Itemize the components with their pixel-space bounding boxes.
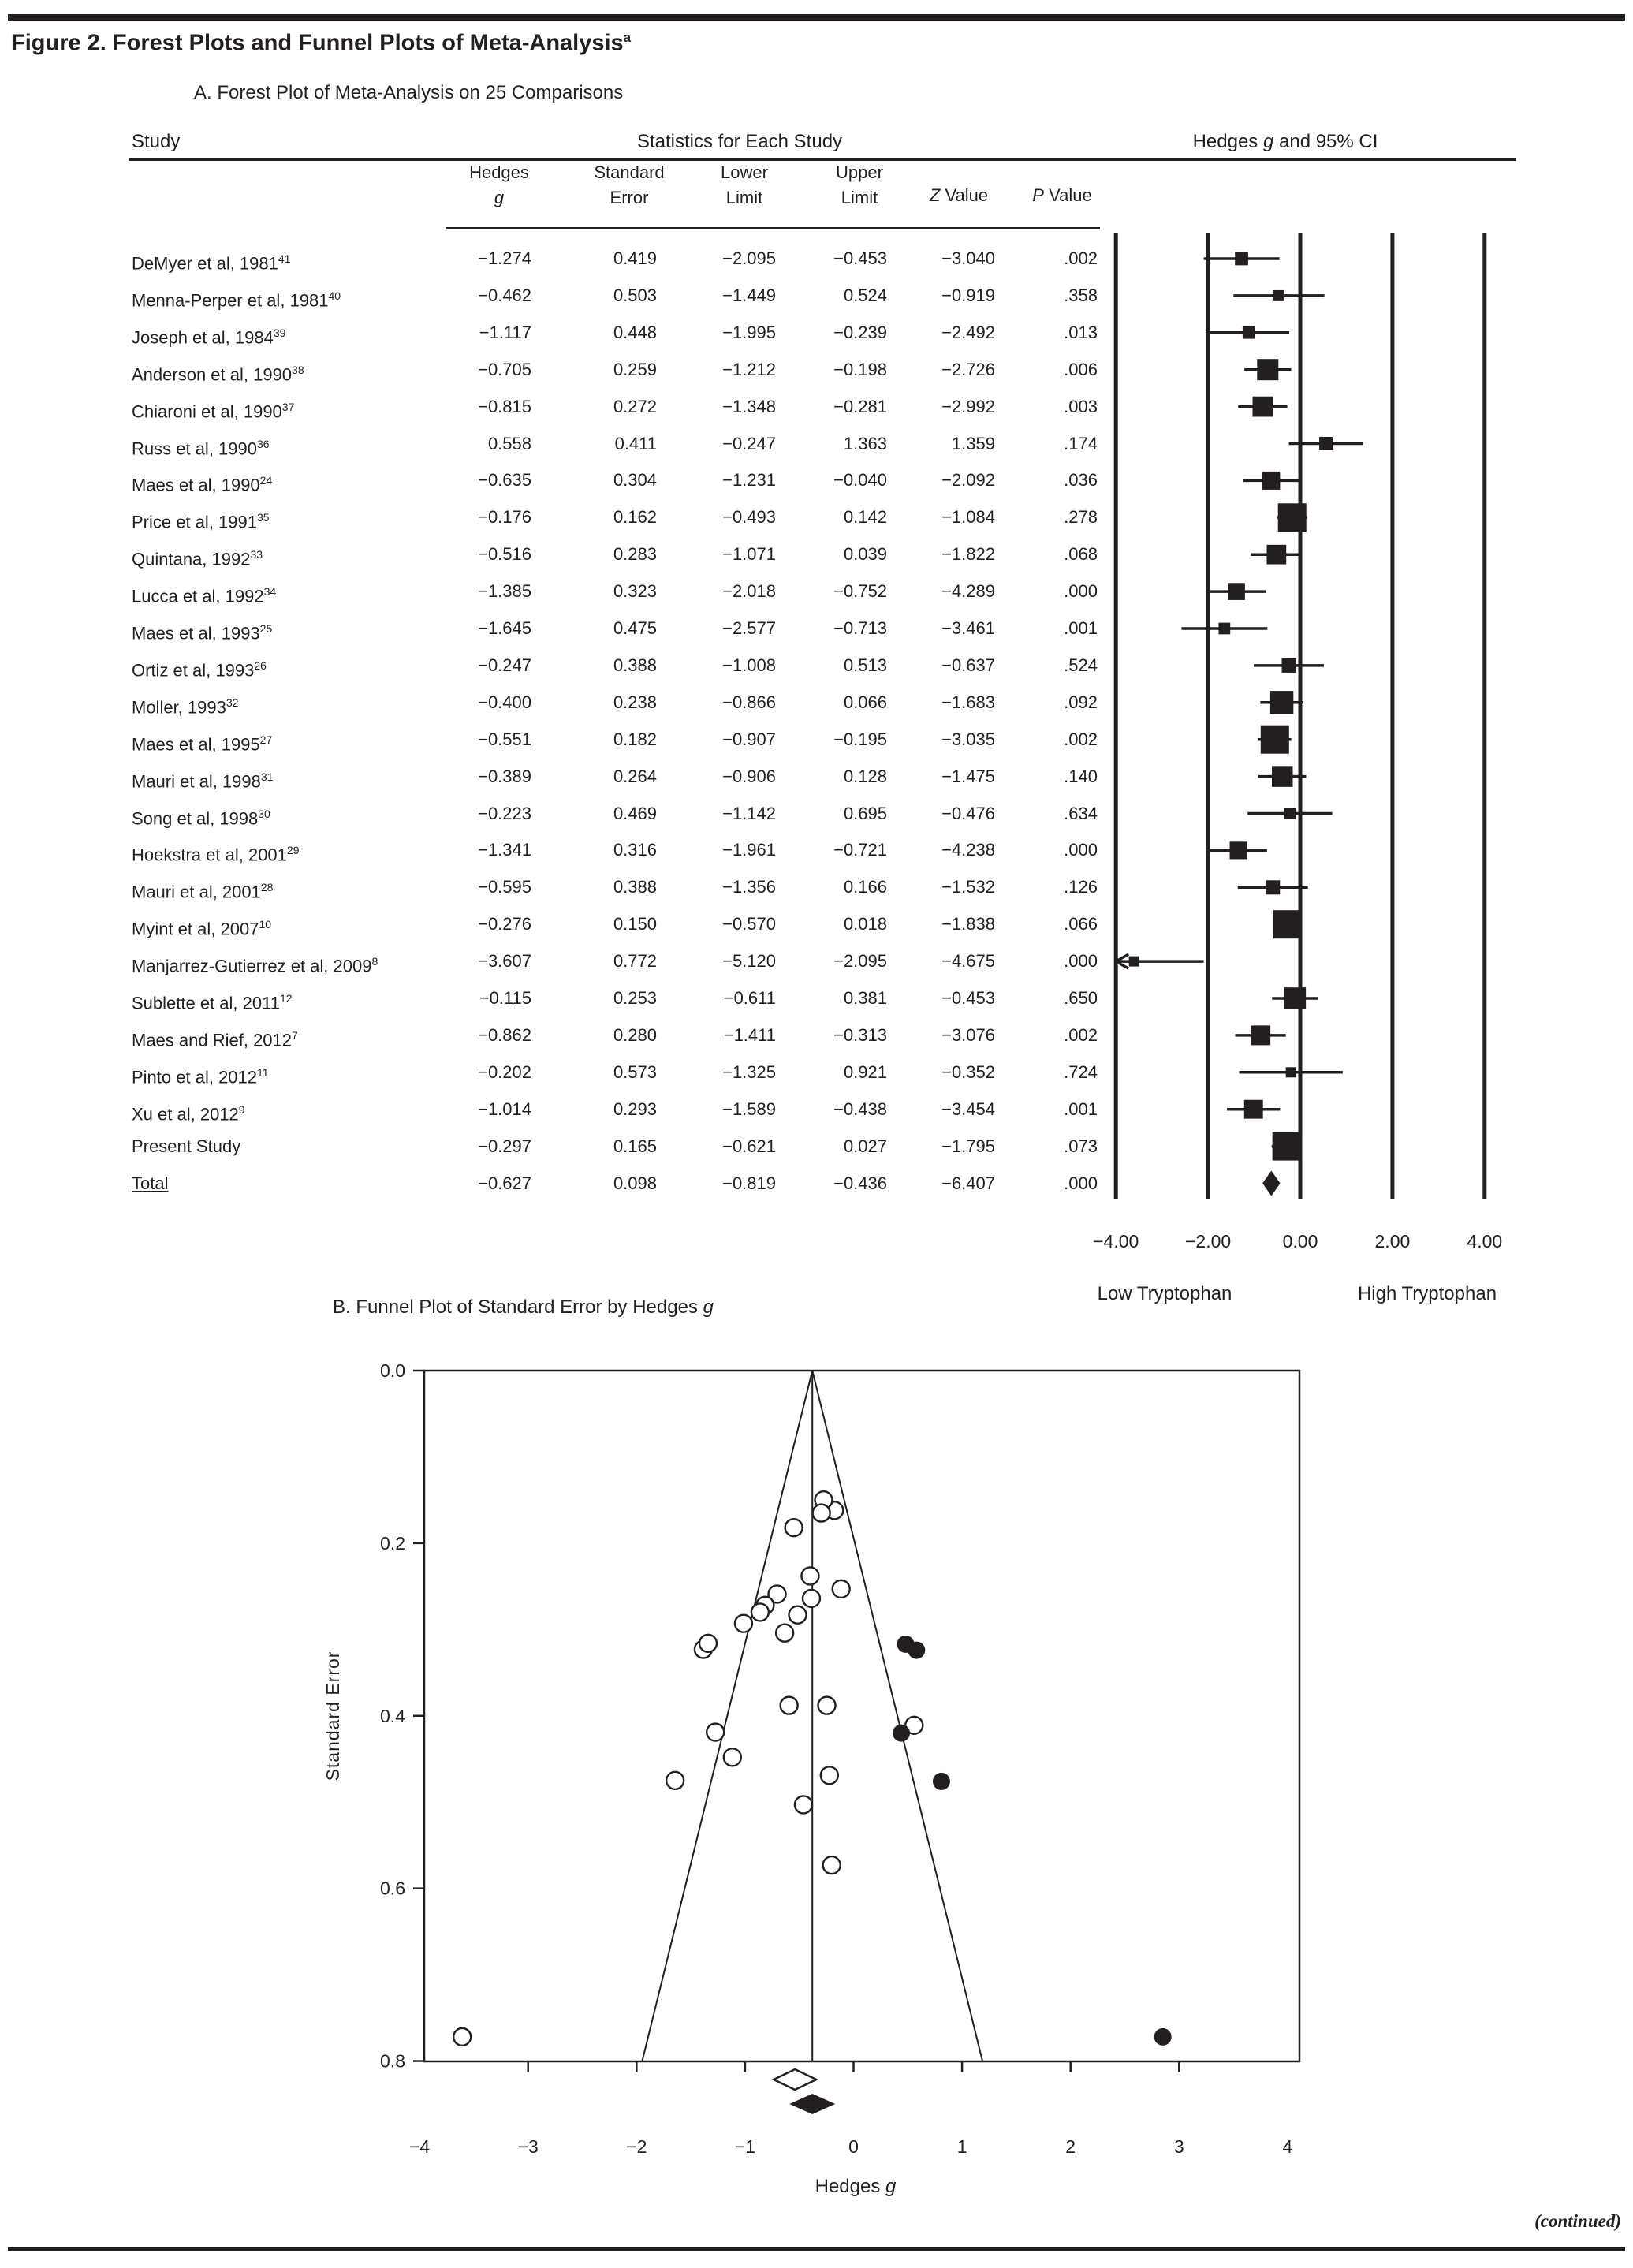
table-row-total-label: Total (132, 1173, 169, 1193)
observed-study-point (781, 1697, 798, 1714)
forest-axis-tick-label: 2.00 (1374, 1231, 1411, 1252)
table-cell-g: −0.400 (478, 692, 531, 712)
observed-study-point (751, 1603, 769, 1621)
table-cell-lower: −2.577 (722, 618, 776, 638)
table-cell-z: −4.238 (941, 840, 995, 860)
funnel-y-axis-label: Standard Error (322, 1651, 343, 1781)
ci-group-header-italic-g: g (1262, 131, 1274, 152)
ci-group-header (1112, 131, 1459, 153)
table-cell-z: −4.675 (941, 951, 995, 972)
imputed-study-point (933, 1773, 950, 1790)
table-cell-p: .000 (1064, 840, 1098, 860)
effect-square (1282, 658, 1296, 673)
table-cell-p: .358 (1064, 285, 1098, 305)
table-cell-g: −0.635 (478, 470, 531, 491)
table-cell-z: −2.492 (941, 322, 995, 342)
table-cell-z: −1.084 (941, 507, 995, 528)
table-cell-upper: −0.721 (833, 840, 887, 860)
table-row-study-label: Lucca et al, 1992$^{34}$ (132, 585, 277, 606)
table-cell-z: −3.461 (941, 618, 995, 638)
table-cell-upper: −0.281 (833, 396, 887, 416)
funnel-frame (424, 1371, 1299, 2061)
table-cell-se: 0.448 (613, 322, 657, 342)
effect-square (1129, 957, 1139, 967)
effect-square (1235, 252, 1248, 266)
funnel-x-tick-label: −2 (626, 2136, 647, 2157)
table-cell-g: −0.516 (478, 544, 531, 565)
table-cell-p: .003 (1064, 396, 1098, 416)
table-cell-upper: −0.040 (833, 470, 887, 491)
table-cell-g: −0.551 (478, 729, 531, 749)
table-cell-g: −0.389 (478, 766, 531, 786)
column-header: g (494, 188, 505, 207)
effect-square (1257, 359, 1278, 380)
table-cell-p: .092 (1064, 692, 1098, 712)
table-row-study-label: Price et al, 1991$^{35}$ (132, 511, 270, 532)
forest-axis-left-label: Low Tryptophan (1097, 1283, 1232, 1304)
table-row-study-label: Mauri et al, 2001$^{28}$ (132, 881, 274, 902)
table-cell-lower: −0.907 (722, 729, 776, 749)
observed-study-point (707, 1724, 724, 1741)
table-cell-lower: −2.095 (722, 248, 776, 268)
table-cell-lower: −0.906 (722, 766, 776, 786)
observed-study-point (789, 1606, 806, 1624)
figure-title (11, 30, 631, 57)
effect-square (1266, 880, 1280, 894)
table-cell-upper: −0.438 (833, 1099, 887, 1119)
funnel-left-limit (642, 1371, 812, 2061)
table-row-study-label: Hoekstra et al, 2001$^{29}$ (132, 844, 300, 865)
table-cell-lower: −0.493 (722, 507, 776, 528)
table-cell-se: 0.388 (613, 655, 657, 675)
table-cell-z: 1.359 (951, 433, 995, 453)
figure-title-superscript: a (623, 30, 632, 45)
table-row-study-label: Moller, 1993$^{32}$ (132, 696, 239, 718)
effect-square (1273, 290, 1284, 301)
table-cell-lower: −1.071 (722, 544, 776, 565)
funnel-y-tick-label: 0.8 (380, 2050, 405, 2072)
total-diamond (1262, 1171, 1280, 1196)
table-cell-upper: −0.239 (833, 322, 887, 342)
table-cell-lower: −1.142 (722, 803, 776, 823)
table-row-study-label: Menna-Perper et al, 1981$^{40}$ (132, 289, 341, 311)
observed-study-point (823, 1856, 841, 1874)
table-cell-z: −1.822 (941, 544, 995, 565)
imputed-study-point (908, 1642, 925, 1659)
table-row-study-label: Russ et al, 1990$^{36}$ (132, 437, 270, 458)
table-cell-p: .174 (1064, 433, 1098, 453)
table-cell-p: .002 (1064, 729, 1098, 749)
table-cell-se: 0.304 (613, 470, 657, 491)
effect-square (1262, 472, 1280, 490)
table-cell-upper: 0.066 (843, 692, 887, 712)
table-cell-lower: −0.621 (722, 1136, 776, 1156)
table-cell-p: .724 (1064, 1061, 1098, 1082)
table-cell-g: −1.645 (478, 618, 531, 638)
table-cell-se: 0.323 (613, 581, 657, 602)
effect-square (1228, 583, 1245, 600)
table-cell-z: −0.919 (941, 285, 995, 305)
table-cell-g: −3.607 (478, 951, 531, 972)
table-row-study-label: Quintana, 1992$^{33}$ (132, 548, 263, 569)
funnel-x-tick-label: 0 (848, 2136, 859, 2157)
table-cell-lower: −0.819 (722, 1173, 776, 1193)
table-cell-upper: −2.095 (833, 951, 887, 972)
effect-square (1319, 437, 1333, 450)
table-cell-p: .002 (1064, 1024, 1098, 1045)
table-cell-se: 0.388 (613, 877, 657, 897)
table-row-study-label: DeMyer et al, 1981$^{41}$ (132, 252, 291, 274)
funnel-x-axis-label: Hedges g (815, 2176, 897, 2197)
table-cell-upper: 0.513 (843, 655, 887, 675)
stat-columns-underline (446, 227, 1100, 229)
imputed-study-point (1154, 2028, 1172, 2046)
table-cell-lower: −2.018 (722, 581, 776, 602)
table-cell-lower: −1.008 (722, 655, 776, 675)
effect-square (1244, 1100, 1263, 1119)
table-row-study-label: Maes et al, 1990$^{24}$ (132, 474, 273, 495)
study-column-group-header: Study (132, 131, 181, 152)
table-cell-z: −0.637 (941, 655, 995, 675)
table-cell-lower: −1.356 (722, 877, 776, 897)
forest-axis-right-label: High Tryptophan (1357, 1283, 1497, 1304)
table-cell-g: −0.595 (478, 877, 531, 897)
table-cell-p: .036 (1064, 470, 1098, 491)
table-cell-upper: 1.363 (843, 433, 887, 453)
table-cell-p: .013 (1064, 322, 1098, 342)
table-cell-lower: −0.570 (722, 914, 776, 934)
column-header: Hedges (469, 162, 529, 182)
table-cell-upper: −0.313 (833, 1024, 887, 1045)
table-row-study-label: Manjarrez-Gutierrez et al, 2009$^8$ (132, 955, 378, 976)
observed-study-point (833, 1580, 850, 1598)
table-cell-p: .126 (1064, 877, 1098, 897)
effect-square (1272, 766, 1293, 787)
table-cell-g: −0.176 (478, 507, 531, 528)
table-cell-upper: 0.039 (843, 544, 887, 565)
table-cell-p: .650 (1064, 988, 1098, 1008)
table-row-study-label: Pinto et al, 2012$^{11}$ (132, 1065, 269, 1087)
table-cell-z: −3.076 (941, 1024, 995, 1045)
table-cell-g: −0.297 (478, 1136, 531, 1156)
table-row-study-label: Present Study (132, 1136, 241, 1156)
table-cell-lower: −5.120 (722, 951, 776, 972)
forest-axis-tick-label: −4.00 (1093, 1231, 1139, 1252)
table-cell-p: .278 (1064, 507, 1098, 528)
table-cell-z: −1.795 (941, 1136, 995, 1156)
table-row-study-label: Ortiz et al, 1993$^{26}$ (132, 658, 267, 681)
effect-square (1270, 691, 1293, 714)
table-row-study-label: Sublette et al, 2011$^{12}$ (132, 992, 293, 1013)
table-cell-p: .000 (1064, 1173, 1098, 1193)
table-cell-p: .001 (1064, 1099, 1098, 1119)
observed-study-point (813, 1505, 830, 1522)
table-cell-upper: −0.195 (833, 729, 887, 749)
funnel-y-tick-label: 0.6 (380, 1878, 405, 1899)
table-cell-se: 0.272 (613, 396, 657, 416)
column-header: Limit (841, 188, 878, 207)
effect-square (1284, 987, 1306, 1009)
table-cell-z: −4.289 (941, 581, 995, 602)
column-header: Limit (725, 188, 763, 207)
table-cell-p: .524 (1064, 655, 1098, 675)
funnel-x-tick-label: −4 (408, 2136, 431, 2157)
table-cell-se: 0.316 (613, 840, 657, 860)
table-row-study-label: Maes et al, 1995$^{27}$ (132, 733, 273, 755)
table-row-study-label: Xu et al, 2012$^9$ (132, 1102, 245, 1125)
table-cell-g: −0.705 (478, 359, 531, 379)
table-cell-z: −1.838 (941, 914, 995, 934)
table-cell-se: 0.162 (613, 507, 657, 528)
table-cell-g: −0.815 (478, 396, 531, 416)
table-cell-upper: −0.198 (833, 359, 887, 379)
table-cell-p: .140 (1064, 766, 1098, 786)
table-cell-lower: −1.961 (722, 840, 776, 860)
effect-square (1273, 1132, 1301, 1161)
table-cell-upper: 0.921 (843, 1061, 887, 1082)
table-cell-p: .634 (1064, 803, 1098, 823)
funnel-x-tick-label: 1 (956, 2136, 967, 2157)
table-cell-upper: 0.524 (843, 285, 887, 305)
table-cell-g: −0.223 (478, 803, 531, 823)
table-row-study-label: Anderson et al, 1990$^{38}$ (132, 363, 304, 385)
table-cell-lower: −1.348 (722, 396, 776, 416)
table-cell-se: 0.150 (613, 914, 657, 934)
effect-square (1243, 326, 1255, 339)
table-cell-se: 0.475 (613, 618, 657, 638)
table-cell-g: −0.276 (478, 914, 531, 934)
table-cell-se: 0.469 (613, 803, 657, 823)
adjusted-pooled-diamond (789, 2094, 835, 2114)
table-cell-se: 0.264 (613, 766, 657, 786)
observed-pooled-diamond (774, 2069, 816, 2090)
forest-axis-tick-label: 4.00 (1467, 1231, 1503, 1252)
table-cell-g: −1.117 (479, 322, 531, 342)
observed-study-point (803, 1590, 820, 1607)
funnel-x-tick-label: 3 (1173, 2136, 1184, 2157)
table-cell-z: −1.475 (941, 766, 995, 786)
table-cell-upper: −0.713 (833, 618, 887, 638)
table-cell-upper: 0.128 (843, 766, 887, 786)
table-cell-z: −2.726 (941, 359, 995, 379)
funnel-x-tick-label: −3 (517, 2136, 539, 2157)
column-header: Standard (594, 162, 665, 182)
table-cell-z: −0.453 (941, 988, 995, 1008)
column-header: Z Value (929, 185, 989, 205)
effect-square (1252, 397, 1273, 417)
table-cell-lower: −1.325 (722, 1061, 776, 1082)
funnel-x-tick-label: −1 (734, 2136, 756, 2157)
column-header: Error (610, 188, 649, 207)
table-cell-se: 0.293 (613, 1099, 657, 1119)
statistics-group-header: Statistics for Each Study (636, 131, 843, 152)
table-cell-p: .068 (1064, 544, 1098, 565)
funnel-x-tick-label: 2 (1065, 2136, 1076, 2157)
table-cell-p: .000 (1064, 581, 1098, 602)
table-cell-se: 0.238 (613, 692, 657, 712)
funnel-y-tick-label: 0.0 (380, 1360, 405, 1381)
table-cell-z: −2.992 (941, 396, 995, 416)
effect-square (1273, 910, 1302, 938)
table-cell-se: 0.259 (613, 359, 657, 379)
table-cell-z: −3.035 (941, 729, 995, 749)
table-row-study-label: Myint et al, 2007$^{10}$ (132, 918, 272, 939)
table-row-study-label: Mauri et al, 1998$^{31}$ (132, 770, 274, 791)
funnel-right-limit (812, 1371, 982, 2061)
table-cell-z: −1.532 (941, 877, 995, 897)
table-cell-g: −0.115 (479, 988, 531, 1008)
observed-study-point (735, 1615, 752, 1632)
table-cell-se: 0.280 (613, 1024, 657, 1045)
table-cell-upper: 0.695 (843, 803, 887, 823)
table-cell-g: −1.014 (478, 1099, 531, 1119)
effect-square (1284, 808, 1296, 819)
table-cell-p: .066 (1064, 914, 1098, 934)
table-cell-g: −1.341 (478, 840, 531, 860)
table-cell-se: 0.772 (613, 951, 657, 972)
table-cell-se: 0.419 (613, 248, 657, 268)
table-cell-lower: −1.231 (722, 470, 776, 491)
table-cell-se: 0.165 (613, 1136, 657, 1156)
observed-study-point (776, 1625, 793, 1642)
figure-title-text: Figure 2. Forest Plots and Funnel Plots of Meta-Analysis (11, 30, 624, 56)
table-cell-p: .000 (1064, 951, 1098, 972)
observed-study-point (666, 1772, 684, 1789)
column-header: Upper (836, 162, 883, 182)
table-cell-g: −0.627 (478, 1173, 531, 1193)
column-header: P Value (1032, 185, 1092, 205)
observed-study-point (818, 1697, 836, 1714)
table-cell-se: 0.411 (614, 433, 657, 453)
top-rule (8, 14, 1625, 21)
column-header: Lower (721, 162, 768, 182)
table-cell-upper: −0.453 (833, 248, 887, 268)
table-cell-lower: −1.212 (722, 359, 776, 379)
funnel-y-tick-label: 0.4 (380, 1705, 405, 1726)
ci-group-header-pre: Hedges (1192, 131, 1263, 152)
table-cell-z: −1.683 (941, 692, 995, 712)
table-cell-p: .002 (1064, 248, 1098, 268)
observed-study-point (453, 2028, 471, 2046)
table-cell-se: 0.098 (613, 1173, 657, 1193)
forest-section-title: A. Forest Plot of Meta-Analysis on 25 Comparisons (194, 82, 624, 103)
effect-square (1266, 545, 1286, 565)
table-cell-upper: 0.142 (843, 507, 887, 528)
table-cell-lower: −1.411 (723, 1024, 776, 1045)
observed-study-point (801, 1567, 818, 1584)
table-row-study-label: Song et al, 1998$^{30}$ (132, 807, 270, 828)
forest-axis-tick-label: −2.00 (1184, 1231, 1232, 1252)
table-cell-z: −0.352 (941, 1061, 995, 1082)
observed-study-point (795, 1796, 812, 1813)
effect-square (1261, 726, 1289, 754)
effect-square (1230, 841, 1247, 859)
funnel-title-pre: B. Funnel Plot of Standard Error by Hedges (333, 1296, 703, 1318)
table-cell-upper: 0.381 (843, 988, 887, 1008)
table-cell-se: 0.253 (613, 988, 657, 1008)
observed-study-point (821, 1766, 838, 1784)
effect-square (1278, 503, 1307, 532)
table-cell-z: −0.476 (941, 803, 995, 823)
table-cell-g: −0.862 (478, 1024, 531, 1045)
funnel-section-title (333, 1296, 714, 1319)
table-cell-se: 0.283 (613, 544, 657, 565)
table-cell-lower: −0.247 (722, 433, 776, 453)
funnel-y-tick-label: 0.2 (380, 1532, 405, 1554)
table-cell-p: .073 (1064, 1136, 1098, 1156)
table-cell-p: .001 (1064, 618, 1098, 638)
table-cell-g: −1.274 (478, 248, 531, 268)
forest-axis-tick-label: 0.00 (1282, 1231, 1318, 1252)
table-cell-lower: −1.449 (722, 285, 776, 305)
table-row-study-label: Joseph et al, 1984$^{39}$ (132, 326, 286, 348)
observed-study-point (699, 1635, 717, 1652)
effect-square (1286, 1067, 1296, 1077)
table-cell-p: .006 (1064, 359, 1098, 379)
effect-square (1251, 1025, 1270, 1045)
table-cell-z: −2.092 (941, 470, 995, 491)
table-cell-lower: −1.995 (722, 322, 776, 342)
table-cell-z: −3.040 (941, 248, 995, 268)
bottom-rule (8, 2247, 1625, 2251)
table-cell-lower: −0.866 (722, 692, 776, 712)
table-cell-upper: −0.752 (833, 581, 887, 602)
observed-study-point (785, 1519, 803, 1536)
table-cell-se: 0.503 (613, 285, 657, 305)
funnel-x-tick-label: 4 (1282, 2136, 1293, 2157)
funnel-title-italic-g: g (703, 1296, 714, 1318)
continued-note: (continued) (1534, 2211, 1621, 2231)
table-cell-lower: −1.589 (722, 1099, 776, 1119)
effect-square (1218, 623, 1230, 635)
table-cell-g: −0.247 (478, 655, 531, 675)
table-cell-upper: 0.166 (843, 877, 887, 897)
table-row-study-label: Maes and Rief, 2012$^7$ (132, 1028, 298, 1050)
table-cell-se: 0.182 (613, 729, 657, 749)
table-cell-upper: 0.018 (843, 914, 887, 934)
table-cell-lower: −0.611 (723, 988, 776, 1008)
table-cell-upper: −0.436 (833, 1173, 887, 1193)
table-cell-upper: 0.027 (843, 1136, 887, 1156)
ci-group-header-post: and 95% CI (1273, 131, 1378, 152)
table-cell-se: 0.573 (613, 1061, 657, 1082)
table-cell-g: 0.558 (487, 433, 531, 453)
table-cell-g: −1.385 (478, 581, 531, 602)
table-row-study-label: Maes et al, 1993$^{25}$ (132, 622, 273, 643)
table-cell-z: −6.407 (941, 1173, 995, 1193)
table-cell-z: −3.454 (941, 1099, 995, 1119)
table-cell-g: −0.462 (478, 285, 531, 305)
funnel-plot (221, 1333, 1364, 2251)
table-cell-g: −0.202 (478, 1061, 531, 1082)
imputed-study-point (893, 1725, 910, 1742)
forest-plot (1088, 213, 1518, 1317)
table-row-study-label: Chiaroni et al, 1990$^{37}$ (132, 400, 295, 421)
observed-study-point (724, 1748, 741, 1766)
